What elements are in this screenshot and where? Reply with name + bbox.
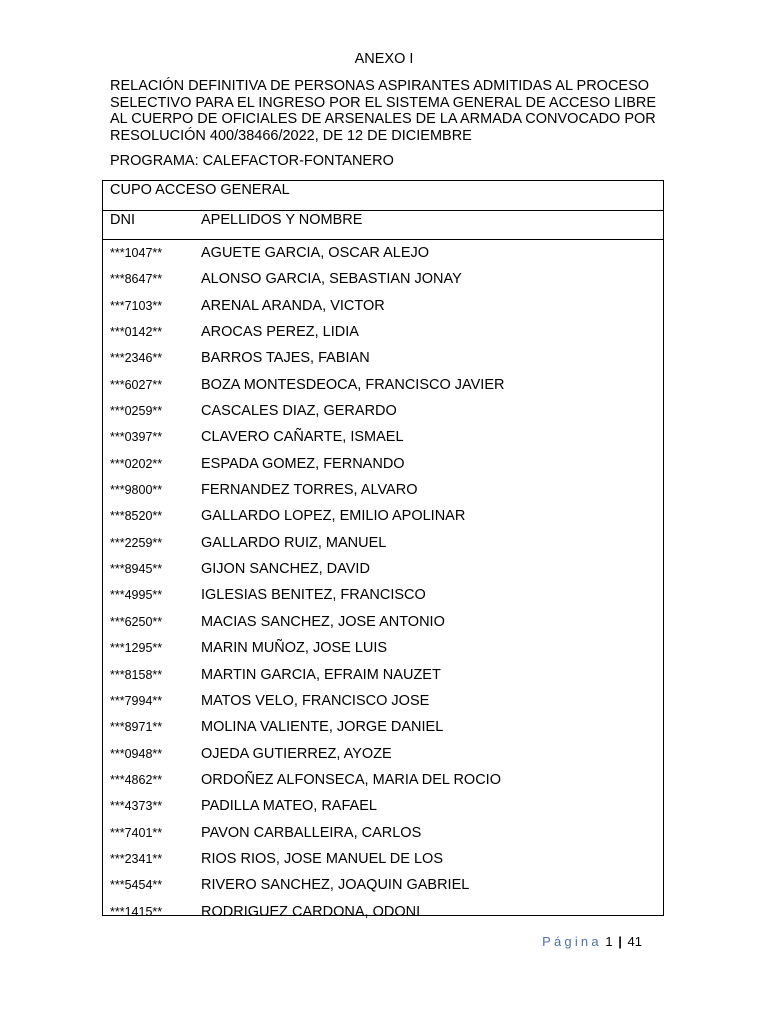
row-dni: ***2259** (110, 535, 163, 550)
admitted-list-table (102, 180, 664, 920)
row-name: RIOS RIOS, JOSE MANUEL DE LOS (201, 850, 443, 867)
intro-line: SELECTIVO PARA EL INGRESO POR EL SISTEMA GENERAL DE ACCESO LIBRE (110, 94, 657, 111)
table-row (103, 635, 663, 661)
row-name: OJEDA GUTIERREZ, AYOZE (201, 745, 392, 762)
table-row (103, 582, 663, 608)
row-name: MARIN MUÑOZ, JOSE LUIS (201, 640, 388, 657)
row-name: MARTIN GARCIA, EFRAIM NAUZET (201, 666, 441, 683)
row-name: MACIAS SANCHEZ, JOSE ANTONIO (201, 613, 445, 630)
column-headers (103, 211, 663, 240)
row-name: GIJON SANCHEZ, DAVID (201, 561, 370, 578)
table-row (103, 398, 663, 424)
row-name: AROCAS PEREZ, LIDIA (201, 324, 359, 341)
row-dni: ***4862** (110, 772, 163, 787)
row-name: RODRIGUEZ CARDONA, ODONI (201, 903, 421, 920)
document-title: ANEXO I (354, 51, 414, 67)
row-dni: ***0142** (110, 325, 163, 340)
table-row (103, 899, 663, 925)
document-intro (110, 78, 670, 144)
row-name: IGLESIAS BENITEZ, FRANCISCO (201, 587, 426, 604)
page-label: Página (542, 934, 602, 949)
table-body (103, 240, 663, 925)
row-name: BARROS TAJES, FABIAN (201, 350, 370, 367)
row-dni: ***2346** (110, 351, 163, 366)
table-row (103, 266, 663, 292)
row-dni: ***0397** (110, 430, 163, 445)
row-dni: ***0948** (110, 746, 163, 761)
table-row (103, 424, 663, 450)
row-dni: ***6250** (110, 614, 163, 629)
row-name: MATOS VELO, FRANCISCO JOSE (201, 692, 430, 709)
row-name: CASCALES DIAZ, GERARDO (201, 403, 397, 420)
table-row (103, 741, 663, 767)
table-row (103, 372, 663, 398)
intro-line: RELACIÓN DEFINITIVA DE PERSONAS ASPIRANTES ADMITIDAS AL PROCESO (110, 78, 650, 94)
row-dni: ***8520** (110, 509, 163, 524)
row-name: ALONSO GARCIA, SEBASTIAN JONAY (201, 271, 462, 288)
row-dni: ***7401** (110, 825, 163, 840)
table-row (103, 872, 663, 898)
table-row (103, 820, 663, 846)
row-name: PADILLA MATEO, RAFAEL (201, 798, 377, 815)
table-row (103, 293, 663, 319)
row-dni: ***8945** (110, 562, 163, 577)
table-row (103, 530, 663, 556)
row-dni: ***8647** (110, 272, 163, 287)
table-row (103, 319, 663, 345)
row-dni: ***8158** (110, 667, 163, 682)
row-name: AGUETE GARCIA, OSCAR ALEJO (201, 245, 430, 261)
row-name: MOLINA VALIENTE, JORGE DANIEL (201, 719, 444, 736)
row-dni: ***4373** (110, 799, 163, 814)
table-row (103, 688, 663, 714)
intro-line: AL CUERPO DE OFICIALES DE ARSENALES DE LA ARMADA CONVOCADO POR (110, 111, 656, 127)
row-dni: ***1415** (110, 904, 163, 919)
row-dni: ***2341** (110, 851, 163, 866)
row-dni: ***7994** (110, 693, 163, 708)
row-name: RIVERO SANCHEZ, JOAQUIN GABRIEL (201, 877, 470, 894)
table-row (103, 345, 663, 371)
column-header-name: APELLIDOS Y NOMBRE (201, 212, 363, 228)
row-dni: ***8971** (110, 720, 163, 735)
table-row (103, 846, 663, 872)
page-separator: | (618, 934, 622, 949)
row-name: GALLARDO LOPEZ, EMILIO APOLINAR (201, 508, 466, 525)
page-number: 1 (605, 934, 613, 949)
table-row (103, 240, 663, 266)
page-total: 41 (627, 934, 642, 949)
row-name: CLAVERO CAÑARTE, ISMAEL (201, 429, 404, 446)
row-dni: ***0202** (110, 456, 163, 471)
row-dni: ***1047** (110, 246, 163, 260)
table-row (103, 451, 663, 477)
row-dni: ***1295** (110, 641, 163, 656)
row-dni: ***0259** (110, 404, 163, 419)
page-footer (542, 934, 642, 949)
row-dni: ***6027** (110, 377, 163, 392)
row-dni: ***7103** (110, 298, 163, 313)
table-row (103, 503, 663, 529)
row-name: ARENAL ARANDA, VICTOR (201, 297, 385, 314)
row-name: ESPADA GOMEZ, FERNANDO (201, 455, 405, 472)
row-name: BOZA MONTESDEOCA, FRANCISCO JAVIER (201, 376, 505, 393)
table-row (103, 477, 663, 503)
table-row (103, 662, 663, 688)
row-dni: ***4995** (110, 588, 163, 603)
table-row (103, 714, 663, 740)
table-row (103, 767, 663, 793)
row-dni: ***5454** (110, 878, 163, 893)
intro-line: RESOLUCIÓN 400/38466/2022, DE 12 DE DICIEMBRE (110, 127, 472, 144)
section-header: CUPO ACCESO GENERAL (103, 181, 663, 211)
row-name: PAVON CARBALLEIRA, CARLOS (201, 824, 422, 841)
programa-label: PROGRAMA: CALEFACTOR-FONTANERO (110, 153, 394, 169)
row-name: FERNANDEZ TORRES, ALVARO (201, 482, 418, 499)
row-name: GALLARDO RUIZ, MANUEL (201, 534, 387, 551)
row-name: ORDOÑEZ ALFONSECA, MARIA DEL ROCIO (201, 771, 501, 788)
row-dni: ***9800** (110, 483, 163, 498)
table-row (103, 793, 663, 819)
column-header-dni: DNI (110, 212, 135, 228)
table-row (103, 609, 663, 635)
table-row (103, 556, 663, 582)
